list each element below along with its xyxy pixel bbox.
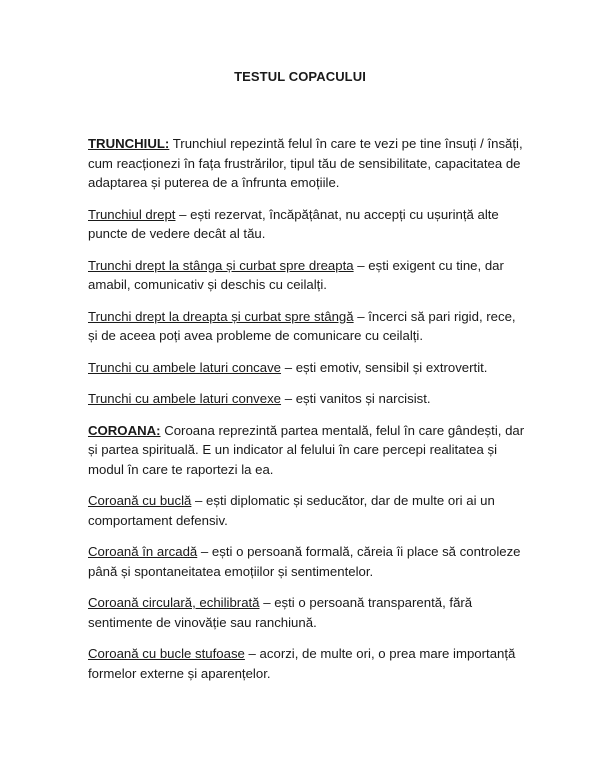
term-label: Trunchi drept la stânga și curbat spre dreapta [88,257,354,273]
paragraph-text: – acorzi, de multe ori, o prea mare importanță formelor externe și aparențelor. [88,646,516,681]
list-item [88,491,528,530]
list-item [88,644,528,683]
document-body [88,134,528,695]
list-item [88,205,528,244]
paragraph-text: – ești o persoană transparentă, fără sentimente de vinovăție sau ranchiună. [88,595,473,630]
paragraph-text: – ești o persoană formală, căreia îi place să controleze până și spontaneitatea emoțiilor și sentimentelor. [88,544,521,579]
paragraph-text: – ești exigent cu tine, dar amabil, comunicativ și deschis cu ceilalți. [88,257,504,292]
list-item [88,389,528,409]
term-label: Trunchi cu ambele laturi convexe [88,391,282,406]
list-item [88,593,528,632]
paragraph-text: – ești rezervat, încăpățânat, nu accepți cu ușurință alte puncte de vedere decât al tău. [88,206,499,241]
paragraph-text: – încerci să pari rigid, rece, și de aceea poți avea probleme de comunicare cu ceilalți. [88,308,516,343]
list-item [88,307,528,346]
paragraph-text: – ești vanitos și narcisist. [281,391,431,406]
paragraph-text: Coroana reprezintă partea mentală, felul în care gândești, dar și partea spirituală. E un indicator al felului în care percepi realitatea și modul în care te raportezi la ea. [88,422,525,477]
section-trunk-intro [88,134,528,193]
term-label: Coroană circulară, echilibrată [88,595,260,610]
term-label: Trunchi cu ambele laturi concave [88,359,282,375]
list-item [88,542,528,581]
section-heading-trunk: TRUNCHIUL: [88,136,170,151]
list-item [88,256,528,295]
document-title: TESTUL COPACULUI [234,69,366,84]
paragraph-text: – ești diplomatic și seducător, dar de multe ori ai un comportament defensiv. [88,493,495,528]
term-label: Trunchi drept la dreapta și curbat spre stângă [88,308,354,324]
paragraph-text: Trunchiul repezintă felul în care te vezi pe tine însuți / însăți, cum reacționezi în fața frustrărilor, tipul tău de sensibilitate, capacitatea de adaptarea și puterea de a înfrunta emoțiile. [88,136,523,190]
section-heading-crown: COROANA: [88,422,161,438]
paragraph-text: – ești emotiv, sensibil și extrovertit. [281,359,488,375]
list-item [88,358,528,378]
term-label: Coroană în arcadă [88,544,198,559]
term-label: Coroană cu bucle stufoase [88,646,245,661]
section-crown-intro [88,421,528,480]
term-label: Trunchiul drept [88,206,176,222]
term-label: Coroană cu buclă [88,493,192,508]
